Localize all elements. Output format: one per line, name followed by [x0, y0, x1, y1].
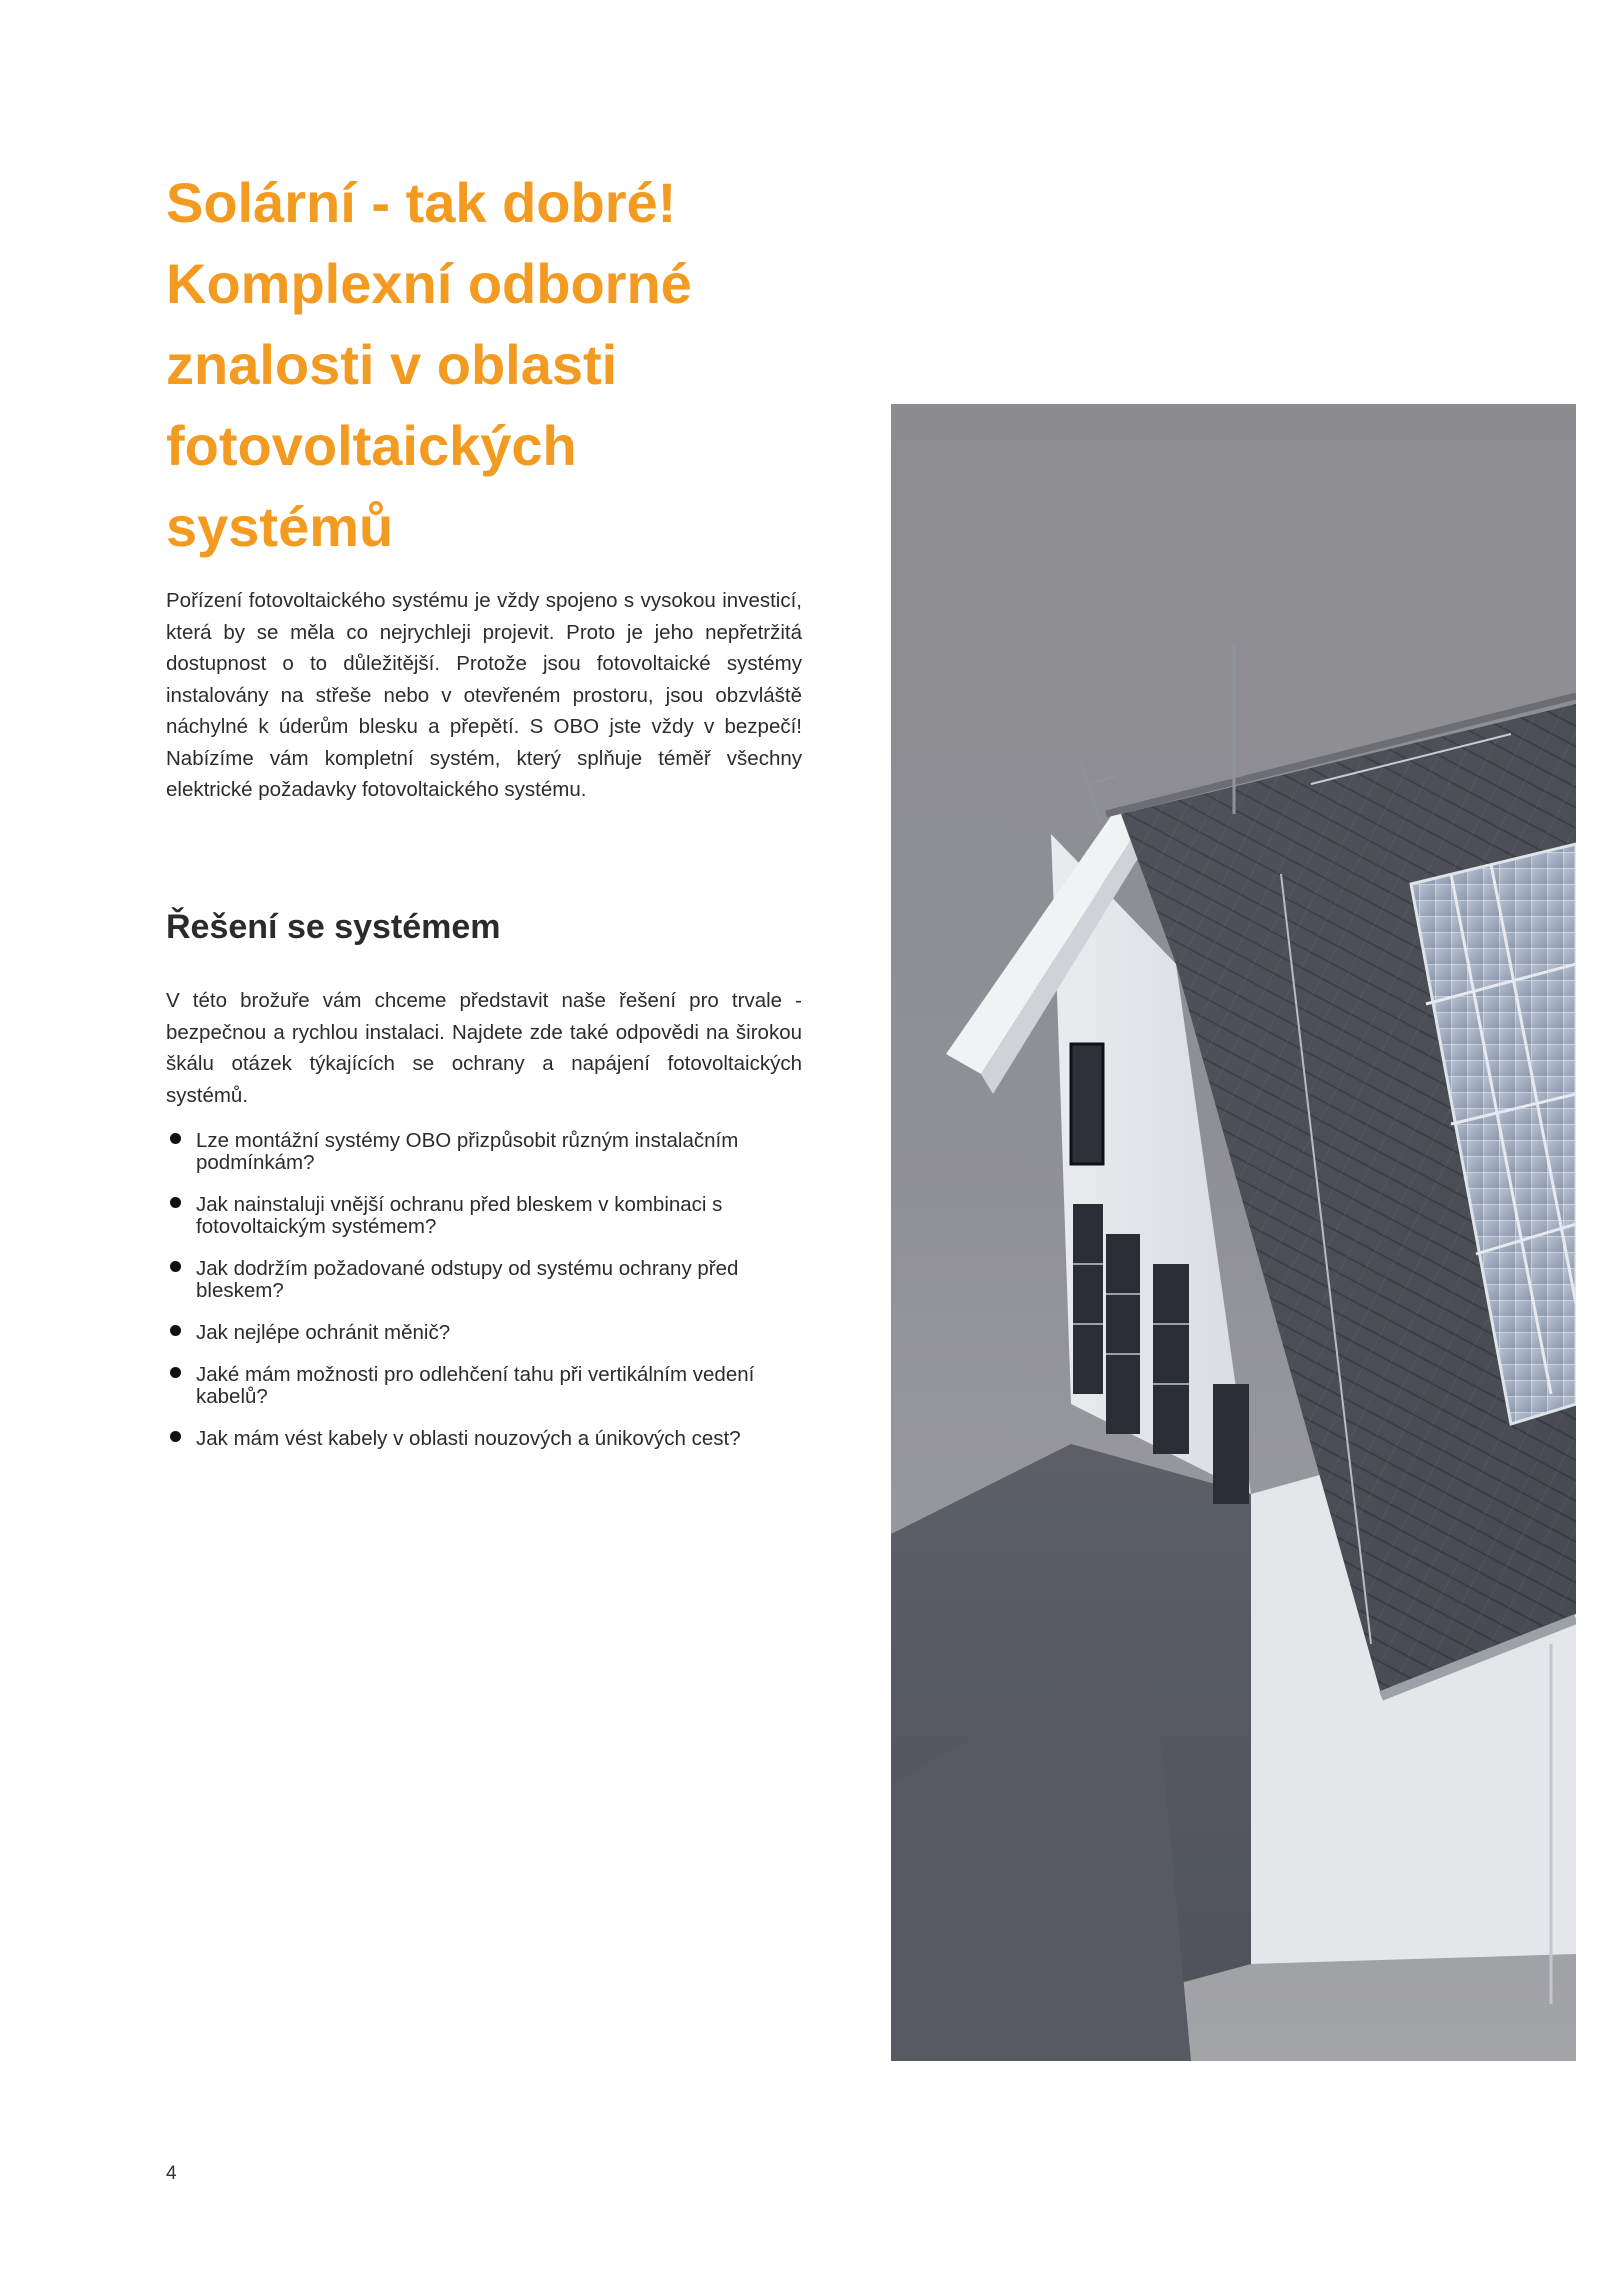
- bullet-icon: [170, 1367, 181, 1378]
- intro-paragraph: Pořízení fotovoltaického systému je vždy spojeno s vysokou investicí, která by se měla co nejrychleji projevit. Proto je jeho nepřetržitá dostupnost o to důležitější. Protože jsou fotovoltaické systémy instalovány na střeše nebo v otevřeném prostoru, jsou obzvláště náchylné k úderům blesku a přepětí. S OBO jste vždy v bezpečí! Nabízíme vám kompletní systém, který splňuje téměř všechny elektrické požadavky fotovoltaického systému.: [166, 589, 802, 801]
- bullet-icon: [170, 1431, 181, 1442]
- headline-line-5: systémů: [166, 495, 394, 558]
- question-text: Jak nejlépe ochránit měnič?: [196, 1321, 451, 1344]
- headline-line-3: znalosti v oblasti: [166, 333, 618, 396]
- question-list: [166, 1130, 816, 1470]
- bullet-icon: [170, 1261, 181, 1272]
- question-text: Jak nainstaluji vnější ochranu před bleskem v kombinaci s fotovoltaickým systémem?: [196, 1193, 723, 1238]
- headline-line-4: fotovoltaických: [166, 414, 577, 477]
- page-headline: [166, 162, 826, 567]
- list-item: [166, 1322, 816, 1344]
- bullet-icon: [170, 1325, 181, 1336]
- list-item: [166, 1428, 816, 1450]
- question-text: Jaké mám možnosti pro odlehčení tahu při vertikálním vedení kabelů?: [196, 1363, 755, 1408]
- page-number: 4: [166, 2163, 177, 2184]
- question-text: Jak dodržím požadované odstupy od systému ochrany před bleskem?: [196, 1257, 739, 1302]
- house-solar-photo: [891, 404, 1576, 2061]
- question-text: Lze montážní systémy OBO přizpůsobit různým instalačním podmínkám?: [196, 1129, 739, 1174]
- list-item: [166, 1194, 816, 1238]
- headline-line-1: Solární - tak dobré!: [166, 171, 677, 234]
- list-item: [166, 1364, 816, 1408]
- headline-line-2: Komplexní odborné: [166, 252, 692, 315]
- list-item: [166, 1130, 816, 1174]
- section-paragraph: V této brožuře vám chceme představit naše řešení pro trvale - bezpečnou a rychlou instalaci. Najdete zde také odpovědi na širokou škálu otázek týkajících se ochrany a napájení fotovoltaických systémů.: [166, 989, 802, 1107]
- list-item: [166, 1258, 816, 1302]
- bullet-icon: [170, 1197, 181, 1208]
- question-text: Jak mám vést kabely v oblasti nouzových a únikových cest?: [196, 1427, 741, 1450]
- bullet-icon: [170, 1133, 181, 1144]
- section-title: Řešení se systémem: [166, 908, 501, 946]
